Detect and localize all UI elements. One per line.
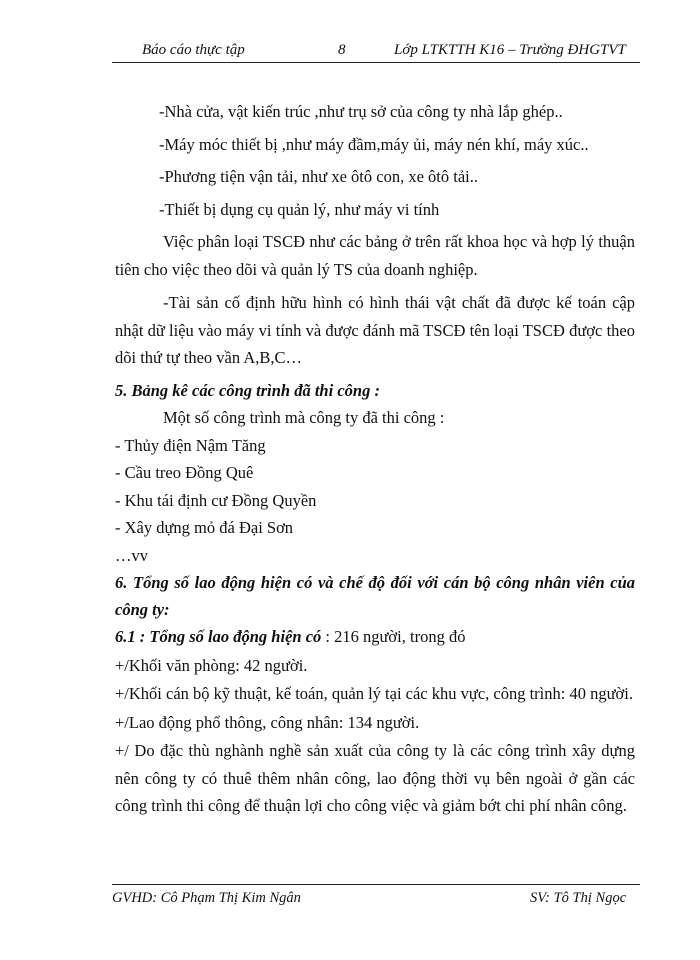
project-item: - Khu tái định cư Đồng Quyền <box>115 490 317 510</box>
asset-type-item: -Máy móc thiết bị ,như máy đầm,máy ủi, máy nén khí, máy xúc.. <box>159 134 589 154</box>
classification-paragraph: Việc phân loại TSCĐ như các bảng ở trên rất khoa học và hợp lý thuận tiên cho việc theo dõi và quản lý TS của doanh nghiệp. <box>115 232 635 279</box>
labor-item: +/Khối văn phòng: 42 người. <box>115 655 308 675</box>
project-item: - Thủy điện Nậm Tăng <box>115 435 266 455</box>
asset-type-item: -Nhà cửa, vật kiến trúc ,như trụ sở của công ty nhà lắp ghép.. <box>159 102 563 121</box>
section-6-heading: 6. Tổng số lao động hiện có và chế độ đối với cán bộ công nhân viên của công ty: <box>115 573 635 619</box>
asset-type-item: -Thiết bị dụng cụ quản lý, như máy vi tính <box>159 199 440 219</box>
project-list-etc: …vv <box>115 545 148 565</box>
section-6-1-heading: 6.1 : Tổng số lao động hiện có <box>115 627 322 646</box>
section-6-1-line <box>115 623 635 651</box>
project-item: - Cầu treo Đồng Quê <box>115 463 254 482</box>
page-header <box>112 42 640 63</box>
document-body <box>115 92 635 820</box>
section-5-intro: Một số công trình mà công ty đã thi công : <box>163 408 445 427</box>
section-5-heading: 5. Bảng kê các công trình đã thi công : <box>115 380 380 400</box>
footer-student: SV: Tô Thị Ngọc <box>530 890 627 906</box>
project-item: - Xây dựng mỏ đá Đại Sơn <box>115 518 294 537</box>
page-footer <box>112 884 640 911</box>
footer-supervisor: GVHD: Cô Phạm Thị Kim Ngân <box>112 890 301 906</box>
tangible-assets-paragraph: -Tài sản cố định hữu hình có hình thái vật chất đã được kế toán cập nhật dữ liệu vào máy vi tính và được đánh mã TSCĐ tên loại TSCĐ được theo dõi thứ tự theo vần A,B,C… <box>115 293 635 367</box>
section-6-1-text: : 216 người, trong đó <box>321 627 466 646</box>
header-class-school: Lớp LTKTTH K16 – Trường ĐHGTVT <box>394 42 626 58</box>
header-report-title: Báo cáo thực tập <box>142 42 245 58</box>
page-number: 8 <box>338 42 346 58</box>
labor-item: +/Lao động phổ thông, công nhân: 134 người. <box>115 712 420 732</box>
labor-item: +/Khối cán bộ kỹ thuật, kế toán, quản lý tại các khu vực, công trình: 40 người. <box>115 684 633 703</box>
labor-item: +/ Do đặc thù nghành nghề sản xuất của công ty là các công trình xây dựng nên công ty có thuê thêm nhân công, lao động thời vụ bên ngoài ở gần các công trình thi công để thuận lợi cho công việc và giảm bớt chi phí nhân công. <box>115 741 635 815</box>
asset-type-item: -Phương tiện vận tải, như xe ôtô con, xe ôtô tải.. <box>159 167 478 186</box>
